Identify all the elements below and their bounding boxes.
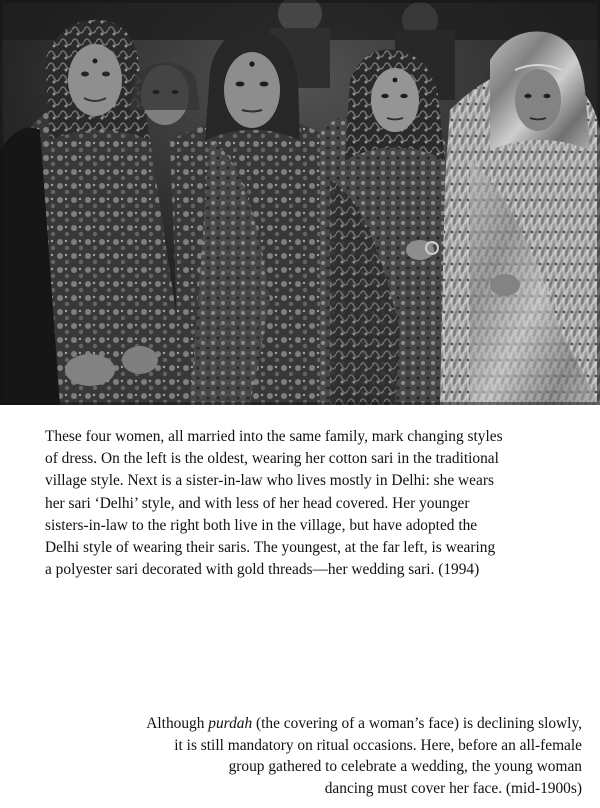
caption-line: of dress. On the left is the oldest, wearing her cotton sari in the traditional: [45, 450, 499, 468]
caption-line: a polyester sari decorated with gold threads—her wedding sari. (1994): [45, 561, 480, 579]
caption-line: group gathered to celebrate a wedding, the young woman: [228, 758, 582, 775]
caption-italic-term: purdah: [208, 715, 253, 732]
photo-caption-four-women: [45, 426, 580, 581]
caption-line: Delhi style of wearing their saris. The youngest, at the far left, is wearing: [45, 539, 496, 557]
caption-line: dancing must cover her face. (mid-1900s): [324, 779, 582, 797]
caption-purdah: [42, 713, 582, 799]
caption-line: her sari ‘Delhi’ style, and with less of her head covered. Her younger: [45, 494, 470, 512]
caption-line: village style. Next is a sister-in-law who lives mostly in Delhi: she wears: [45, 472, 494, 490]
caption-text: (the covering of a woman’s face) is declining slowly,: [252, 715, 582, 732]
caption-line: sisters-in-law to the right both live in the village, but have adopted the: [45, 516, 478, 534]
caption-line: it is still mandatory on ritual occasions. Here, before an all-female: [174, 736, 582, 754]
caption-line: [42, 713, 582, 735]
caption-line: These four women, all married into the same family, mark changing styles: [45, 428, 503, 445]
caption-text: Although: [146, 715, 209, 732]
